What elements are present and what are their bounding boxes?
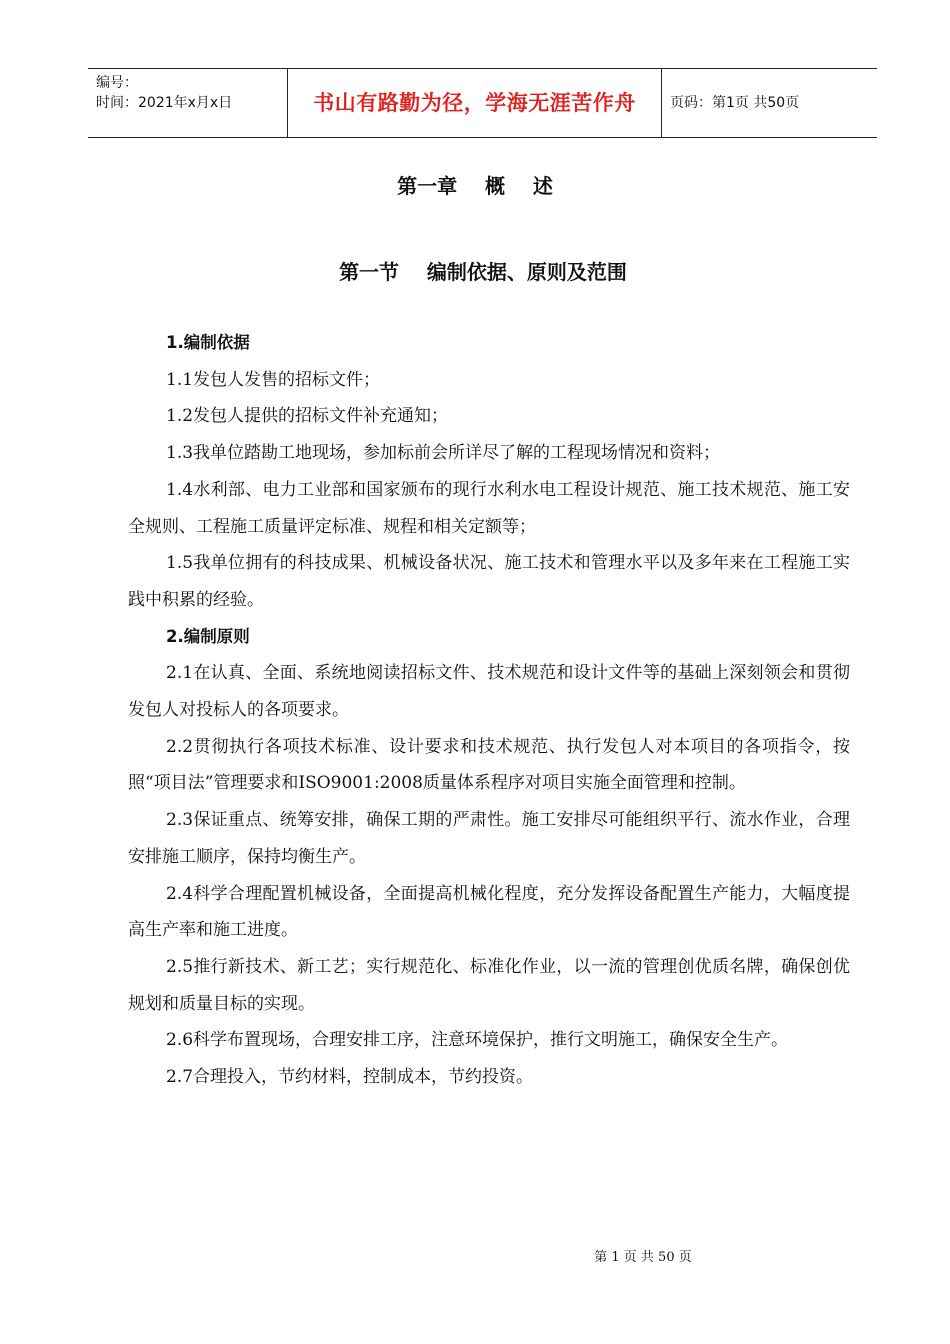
paragraph: 2.4科学合理配置机械设备，全面提高机械化程度，充分发挥设备配置生产能力，大幅度提高生产率和施工进度。 [128,883,850,941]
header-divider [661,69,662,137]
document-number-label: 编号： [96,75,138,91]
section-heading: 1.编制依据 [166,333,250,352]
paragraph: 2.1在认真、全面、系统地阅读招标文件、技术规范和设计文件等的基础上深刻领会和贯彻发包人对投标人的各项要求。 [128,663,850,721]
paragraph: 1.1发包人发售的招标文件； [166,369,381,390]
paragraph: 1.2发包人提供的招标文件补充通知； [166,406,449,427]
document-body [128,325,850,1096]
paragraph: 2.7合理投入，节约材料，控制成本，节约投资。 [166,1067,534,1088]
paragraph: 2.2贯彻执行各项技术标准、设计要求和技术规范、执行发包人对本项目的各项指令，按照“项目法”管理要求和ISO9001:2008质量体系程序对项目实施全面管理和控制。 [128,736,850,794]
header-page-label: 页码：第1页 共50页 [670,95,800,111]
paragraph: 1.3我单位踏勘工地现场，参加标前会所详尽了解的工程现场情况和资料； [166,443,721,464]
document-time-label: 时间：2021年x月x日 [96,95,233,111]
paragraph: 1.5我单位拥有的科技成果、机械设备状况、施工技术和管理水平以及多年来在工程施工实践中积累的经验。 [128,553,850,610]
chapter-title: 第一章 概 述 [397,174,553,198]
section-title: 第一节 编制依据、原则及范围 [339,260,627,284]
paragraph: 1.4水利部、电力工业部和国家颁布的现行水利水电工程设计规范、施工技术规范、施工安全规则、工程施工质量评定标准、规程和相关定额等； [128,479,850,537]
page-footer: 第 1 页 共 50 页 [594,1250,692,1265]
paragraph: 2.6科学布置现场，合理安排工序，注意环境保护，推行文明施工，确保安全生产。 [166,1030,789,1051]
paragraph: 2.5推行新技术、新工艺；实行规范化、标准化作业，以一流的管理创优质名牌，确保创优规划和质量目标的实现。 [128,956,850,1014]
section-heading: 2.编制原则 [166,626,250,646]
page-header [88,68,877,138]
paragraph: 2.3保证重点、统筹安排，确保工期的严肃性。施工安排尽可能组织平行、流水作业，合理安排施工顺序，保持均衡生产。 [128,810,850,867]
header-motto: 书山有路勤为径，学海无涯苦作舟 [313,91,636,115]
header-meta [96,73,232,113]
